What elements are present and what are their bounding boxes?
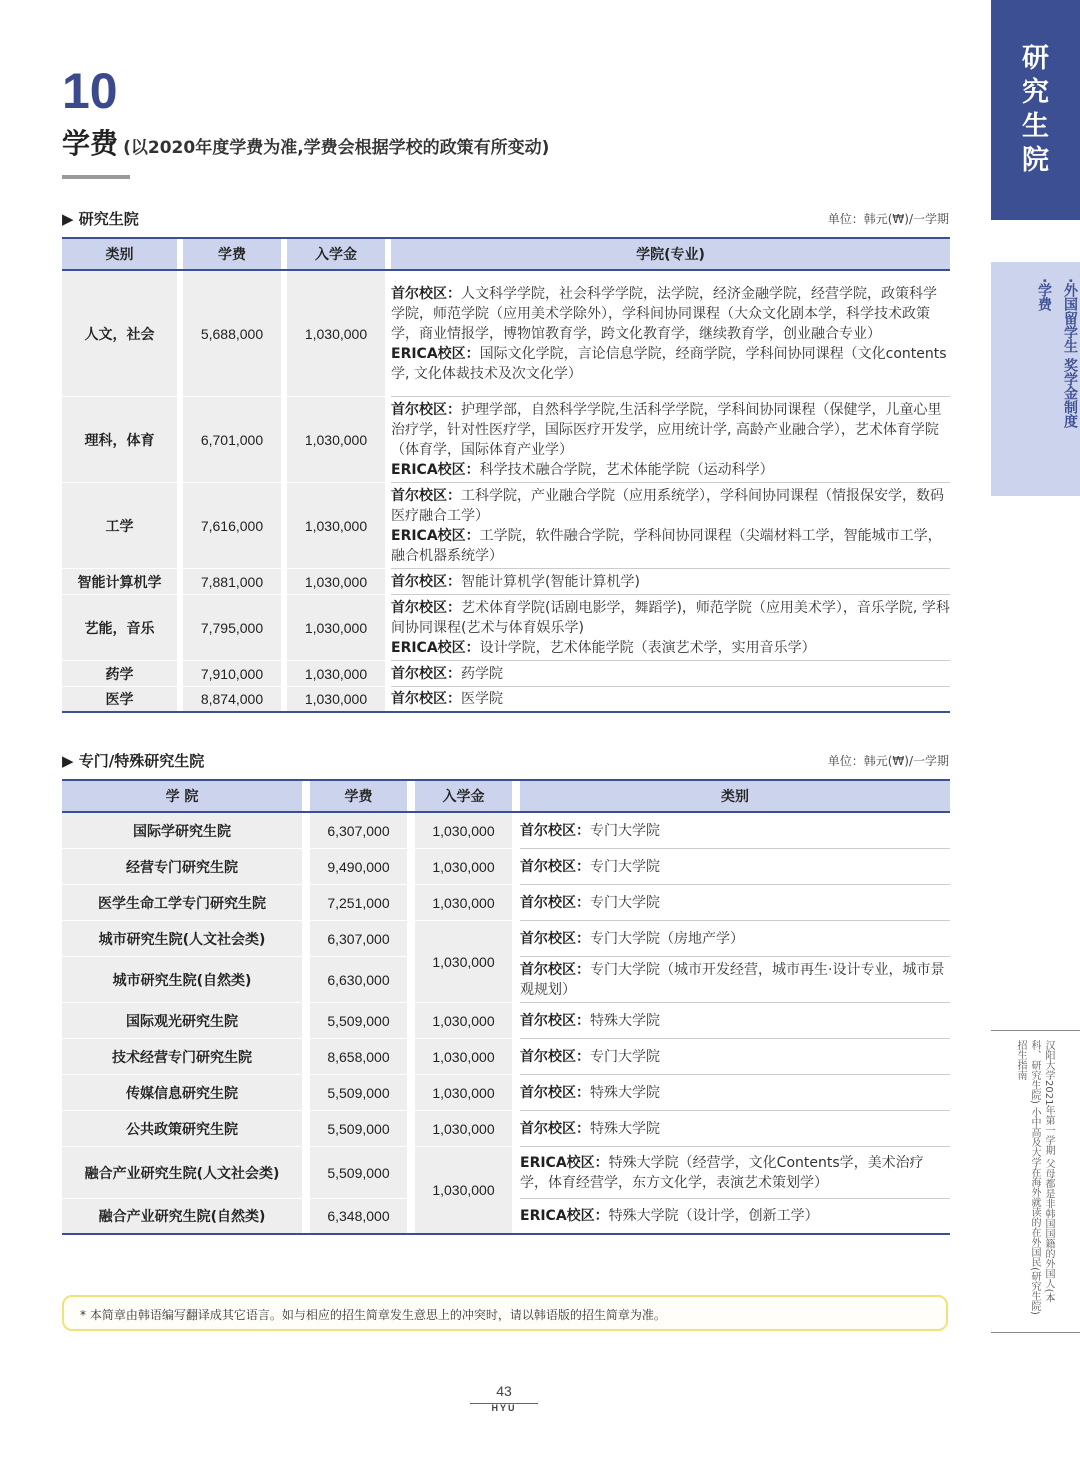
table-row: 人文，社会 5,688,000 1,030,000 首尔校区：人文科学学院，社会科学学院，法学院，经济金融学院，经营学院，政策科学学院，师范学院（应用美术学除外），学科间协同课程（大众文化剧本学，科学技术政策学，商业情报学，博物馆教育学，跨文化教育学，继续教育学，创业融合专业） ERICA校区：国际文化学院，言论信息学院，经商学院，学科间协同课程（文化contents学, 文化体裁技术及次文化学） (62, 271, 950, 397)
side-divider-bottom (991, 1332, 1080, 1333)
chapter-tab[interactable]: 研 究 生 院 (991, 0, 1080, 220)
guide-title-vertical: 汉阳大学2021年第一学期 父母都是非韩国国籍的外国人(本科、研究生院) 小中高及大学在海外就读的在外国民(研究生院)招生指南 (1015, 1040, 1054, 1315)
side-divider-top (991, 1030, 1080, 1031)
table-row: 工学 7,616,000 1,030,000 首尔校区：工科学院，产业融合学院（应用系统学），学科间协同课程（情报保安学，数码医疗融合工学） ERICA校区：工学院，软件融合学院，学科间协同课程（尖端材料工学，智能城市工学，融合机器系统学） (62, 483, 950, 569)
section-title-sub: (以2020年度学费为准,学费会根据学校的政策有所变动) (123, 138, 550, 158)
title-underline (62, 175, 130, 179)
table-row: 公共政策研究生院 5,509,000 1,030,000 首尔校区：特殊大学院 (62, 1111, 950, 1147)
grad-fee-table (62, 237, 950, 713)
special-unit: 单位：韩元(₩)/一学期 (827, 754, 949, 768)
section-title (62, 122, 549, 162)
table-header-row: 类别 学费 入学金 学院(专业) (62, 237, 950, 271)
table-row: 技术经营专门研究生院 8,658,000 1,030,000 首尔校区：专门大学院 (62, 1039, 950, 1075)
table-row: 传媒信息研究生院 5,509,000 1,030,000 首尔校区：特殊大学院 (62, 1075, 950, 1111)
page-number: 43 (496, 1383, 512, 1399)
table-row: 智能计算机学 7,881,000 1,030,000 首尔校区：智能计算机学(智能计算机学) (62, 569, 950, 595)
table-header-row: 学 院 学费 入学金 类别 (62, 779, 950, 813)
page-brand: HYU (491, 1403, 517, 1413)
grad-unit: 单位：韩元(₩)/一学期 (827, 212, 949, 226)
table-row: 艺能，音乐 7,795,000 1,030,000 首尔校区：艺术体育学院(话剧电影学，舞蹈学)，师范学院（应用美术学），音乐学院, 学科间协同课程(艺术与体育娱乐学) ERICA校区：设计学院，艺术体能学院（表演艺术学，实用音乐学） (62, 595, 950, 661)
table-row: 医学生命工学专门研究生院 7,251,000 1,030,000 首尔校区：专门大学院 (62, 885, 950, 921)
disclaimer-note: * 本简章由韩语编写翻译成其它语言。如与相应的招生简章发生意思上的冲突时，请以韩语版的招生简章为准。 (62, 1295, 948, 1331)
table-row: 城市研究生院(自然类) 6,630,000 首尔校区：专门大学院（城市开发经营，城市再生·设计专业，城市景观规划） (62, 957, 950, 1003)
table-row: 城市研究生院(人文社会类) 6,307,000 1,030,000 首尔校区：专门大学院（房地产学） (62, 921, 950, 957)
table-row: 国际学研究生院 6,307,000 1,030,000 首尔校区：专门大学院 (62, 813, 950, 849)
special-fee-table (62, 779, 950, 1235)
table-row: 融合产业研究生院(人文社会类) 5,509,000 1,030,000 ERICA校区：特殊大学院（经营学，文化Contents学，美术治疗学，体育经营学，东方文化学，表演艺术策划学） (62, 1147, 950, 1199)
table-row: 医学 8,874,000 1,030,000 首尔校区：医学院 (62, 687, 950, 713)
section-number: 10 (62, 63, 118, 119)
section-title-main: 学费 (62, 127, 119, 160)
table-row: 融合产业研究生院(自然类) 6,348,000 ERICA校区：特殊大学院（设计学，创新工学） (62, 1199, 950, 1235)
table-row: 药学 7,910,000 1,030,000 首尔校区：药学院 (62, 661, 950, 687)
special-heading: ▶ 专门/特殊研究生院 (62, 752, 205, 770)
table-row: 理科，体育 6,701,000 1,030,000 首尔校区：护理学部，自然科学学院,生活科学学院，学科间协同课程（保健学，儿童心里治疗学，针对性医疗学，国际医疗开发学，应用统计学, 高龄产业融合学），艺术体育学院（体育学，国际体育产业学） ERICA校区：科学技术融合学院，艺术体能学院（运动科学） (62, 397, 950, 483)
subchapter-tab[interactable]: ·外国留学生 奖学金制度 ·学费 (991, 262, 1080, 496)
table-row: 经营专门研究生院 9,490,000 1,030,000 首尔校区：专门大学院 (62, 849, 950, 885)
grad-heading: ▶ 研究生院 (62, 210, 139, 228)
table-row: 国际观光研究生院 5,509,000 1,030,000 首尔校区：特殊大学院 (62, 1003, 950, 1039)
